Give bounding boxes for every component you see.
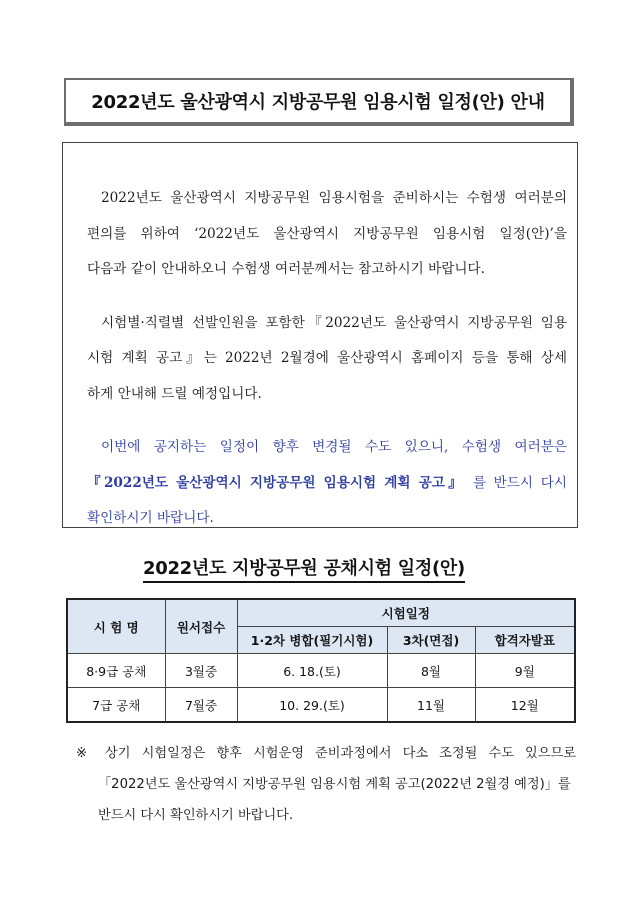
notice-line: 이번에 공지하는 일정이 향후 변경될 수도 있으니, 수험생 여러분은	[101, 439, 567, 455]
notice-paragraph-3	[87, 430, 567, 537]
notice-line: 2022년도 울산광역시 지방공무원 임용시험을 준비하시는 수험생 여러분의	[101, 190, 567, 206]
cell-exam-name: 7급 공채	[67, 688, 165, 723]
table-row	[67, 688, 575, 723]
cell-exam-name: 8·9급 공채	[67, 654, 165, 688]
footnote-line: ※ 상기 시험일정은 향후 시험운영 준비과정에서 다소 조정될 수도 있으므로	[76, 746, 576, 761]
cell-written: 10. 29.(토)	[237, 688, 387, 723]
cell-result: 9월	[475, 654, 575, 688]
cell-application: 3월중	[165, 654, 237, 688]
footnote-line: 반드시 다시 확인하시기 바랍니다.	[98, 808, 294, 823]
header-application: 원서접수	[165, 599, 237, 654]
cell-interview: 8월	[387, 654, 475, 688]
header-schedule: 시험일정	[237, 599, 575, 627]
notice-line: 확인하시기 바랍니다.	[87, 510, 214, 526]
schedule-table	[66, 598, 576, 723]
notice-line: 시험별·직렬별 선발인원을 포함한『2022년도 울산광역시 지방공무원 임용	[101, 314, 567, 331]
header-written: 1·2차 병합(필기시험)	[237, 627, 387, 654]
header-exam-name: 시 험 명	[67, 599, 165, 654]
title-box	[64, 78, 574, 126]
table-row	[67, 654, 575, 688]
notice-line: 편의를 위하여 ‘2022년도 울산광역시 지방공무원 임용시험 일정(안)’을	[87, 225, 567, 242]
schedule-title: 2022년도 지방공무원 공채시험 일정(안)	[143, 554, 465, 583]
header-interview: 3차(면접)	[387, 627, 475, 654]
cell-written: 6. 18.(토)	[237, 654, 387, 688]
notice-box	[62, 142, 578, 528]
header-result: 합격자발표	[475, 627, 575, 654]
cell-interview: 11월	[387, 688, 475, 723]
notice-line: 시험 계획 공고』는 2022년 2월경에 울산광역시 홈페이지 등을 통해 상세	[87, 350, 567, 366]
page-title: 2022년도 울산광역시 지방공무원 임용시험 일정(안) 안내	[91, 92, 545, 113]
footnote-line: 「2022년도 울산광역시 지방공무원 임용시험 계획 공고(2022년 2월경 예정)」를	[98, 777, 571, 792]
notice-line	[87, 466, 567, 502]
cell-application: 7월중	[165, 688, 237, 723]
notice-paragraph-1	[87, 181, 567, 288]
notice-line: 다음과 같이 안내하오니 수험생 여러분께서는 참고하시기 바랍니다.	[87, 261, 485, 277]
notice-announcement-name: 『2022년도 울산광역시 지방공무원 임용시험 계획 공고』	[87, 474, 466, 491]
notice-line-rest: 를 반드시 다시	[472, 474, 567, 491]
notice-paragraph-2	[87, 306, 567, 413]
notice-line: 하게 안내해 드릴 예정입니다.	[87, 385, 262, 402]
cell-result: 12월	[475, 688, 575, 723]
footnote	[76, 738, 576, 831]
